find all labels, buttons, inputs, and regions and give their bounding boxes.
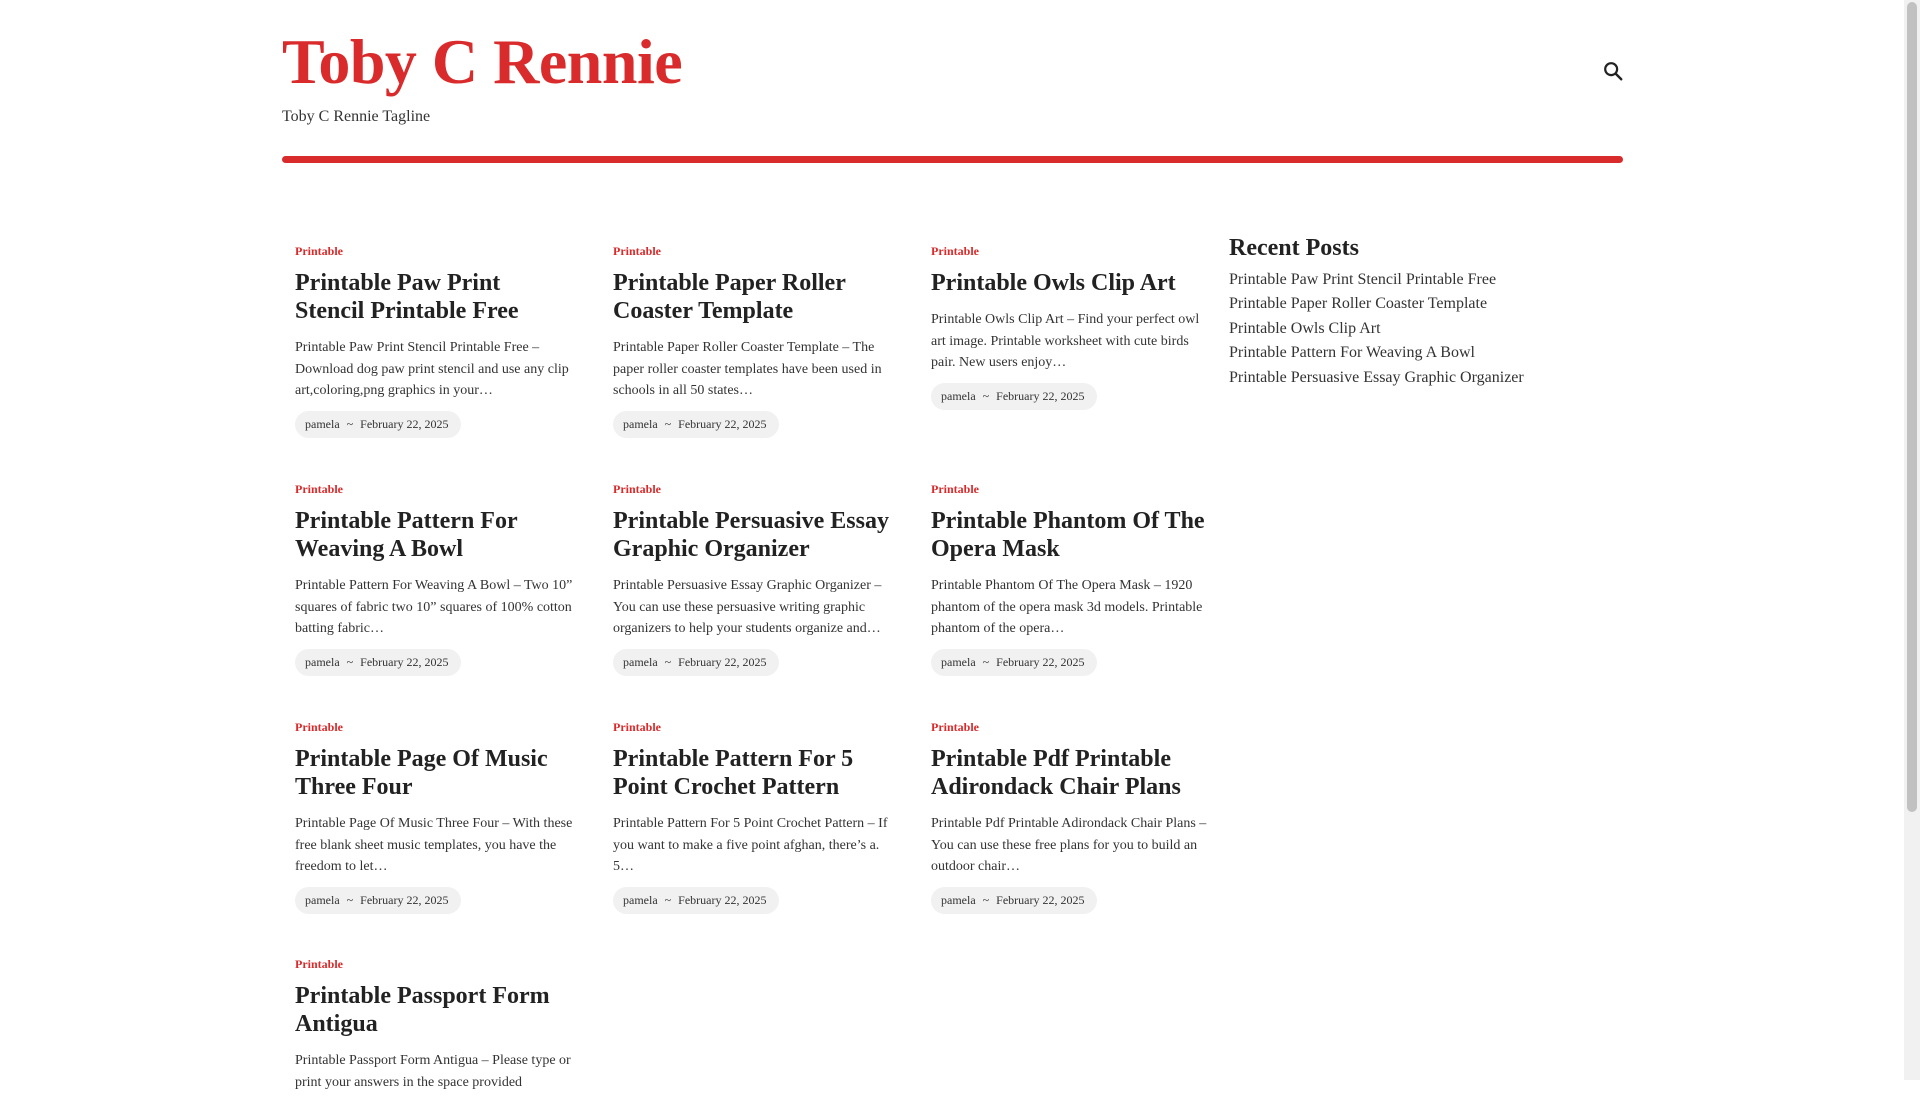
post-card [295,482,575,676]
header-divider [282,156,1623,163]
meta-separator: ~ [664,892,672,907]
recent-posts-widget [1229,234,1569,390]
search-button[interactable] [1602,60,1626,84]
post-author[interactable]: pamela [305,416,340,431]
recent-post-link[interactable]: Printable Paper Roller Coaster Template [1229,295,1488,313]
site-tagline: Toby C Rennie Tagline [282,108,431,125]
post-date: February 22, 2025 [360,654,449,669]
recent-posts-list [1229,268,1569,390]
post-excerpt: Printable Page Of Music Three Four – With these free blank sheet music templates, you have the freedom to let… [295,816,573,874]
post-excerpt: Printable Paper Roller Coaster Template – The paper roller coaster templates have been used in schools in all 50 states… [613,340,882,398]
post-card [295,957,575,1102]
post-card [613,720,893,914]
recent-post-link[interactable]: Printable Paw Print Stencil Printable Free [1229,271,1497,288]
post-card [613,482,893,676]
post-card [613,244,893,438]
meta-separator: ~ [346,416,354,431]
post-meta [613,649,779,676]
meta-separator: ~ [346,892,354,907]
post-author[interactable]: pamela [623,416,658,431]
post-date: February 22, 2025 [996,892,1085,907]
vertical-scrollbar[interactable] [1904,0,1920,1080]
post-author[interactable]: pamela [623,654,658,669]
post-excerpt: Printable Passport Form Antigua – Please type or print your answers in the space provided [295,1053,571,1090]
post-author[interactable]: pamela [623,892,658,907]
post-date: February 22, 2025 [678,416,767,431]
post-author[interactable]: pamela [305,654,340,669]
post-author[interactable]: pamela [305,892,340,907]
meta-separator: ~ [982,892,990,907]
post-category[interactable]: Printable [931,482,979,496]
meta-separator: ~ [664,654,672,669]
post-date: February 22, 2025 [360,892,449,907]
post-meta [295,649,461,676]
post-meta [613,411,779,438]
post-meta [295,411,461,438]
post-date: February 22, 2025 [678,654,767,669]
recent-post-link[interactable]: Printable Owls Clip Art [1229,319,1381,337]
post-category[interactable]: Printable [295,720,343,734]
post-meta [613,887,779,914]
post-category[interactable]: Printable [613,482,661,496]
post-card [295,720,575,914]
post-title[interactable]: Printable Phantom Of The Opera Mask [931,508,1205,562]
post-title[interactable]: Printable Owls Clip Art [931,270,1176,296]
post-category[interactable]: Printable [613,720,661,734]
recent-post-link[interactable]: Printable Persuasive Essay Graphic Organizer [1229,368,1524,386]
post-title[interactable]: Printable Persuasive Essay Graphic Organizer [613,508,889,562]
post-category[interactable]: Printable [295,482,343,496]
post-card [931,482,1211,676]
post-author[interactable]: pamela [941,654,976,669]
recent-post-link[interactable]: Printable Pattern For Weaving A Bowl [1229,344,1475,362]
post-excerpt: Printable Owls Clip Art – Find your perfect owl art image. Printable worksheet with cute birds pair. New users enjoy… [931,312,1200,370]
recent-posts-heading: Recent Posts [1229,235,1359,261]
meta-separator: ~ [982,388,990,403]
post-card [931,720,1211,914]
post-date: February 22, 2025 [678,892,767,907]
post-author[interactable]: pamela [941,388,976,403]
post-excerpt: Printable Phantom Of The Opera Mask – 1920 phantom of the opera mask 3d models. Printable phantom of the opera… [931,578,1203,636]
scrollbar-thumb[interactable] [1907,2,1917,812]
meta-separator: ~ [664,416,672,431]
post-title[interactable]: Printable Pdf Printable Adirondack Chair Plans [931,746,1181,800]
post-card [931,244,1211,410]
meta-separator: ~ [982,654,990,669]
post-category[interactable]: Printable [613,244,661,258]
post-date: February 22, 2025 [996,388,1085,403]
post-category[interactable]: Printable [931,244,979,258]
post-author[interactable]: pamela [941,892,976,907]
post-title[interactable]: Printable Page Of Music Three Four [295,746,548,800]
post-category[interactable]: Printable [931,720,979,734]
post-excerpt: Printable Paw Print Stencil Printable Free – Download dog paw print stencil and use any clip art,coloring,png graphics in your… [295,340,569,398]
post-title[interactable]: Printable Passport Form Antigua [295,983,550,1037]
post-title[interactable]: Printable Paw Print Stencil Printable Free [295,270,519,324]
post-meta [931,383,1097,410]
site-title[interactable]: Toby C Rennie [282,26,683,97]
post-title[interactable]: Printable Pattern For 5 Point Crochet Pattern [613,746,854,800]
post-date: February 22, 2025 [996,654,1085,669]
search-icon [1602,60,1624,82]
post-category[interactable]: Printable [295,957,343,971]
post-meta [931,649,1097,676]
post-category[interactable]: Printable [295,244,343,258]
meta-separator: ~ [346,654,354,669]
post-excerpt: Printable Persuasive Essay Graphic Organizer – You can use these persuasive writing graphic organizers to help your students organize and… [613,578,882,636]
post-title[interactable]: Printable Pattern For Weaving A Bowl [295,508,518,562]
post-excerpt: Printable Pattern For Weaving A Bowl – Two 10” squares of fabric two 10” squares of 100% cotton batting fabric… [295,578,573,636]
post-meta [295,887,461,914]
post-excerpt: Printable Pattern For 5 Point Crochet Pattern – If you want to make a five point afghan, there’s a. 5… [613,816,888,874]
post-title[interactable]: Printable Paper Roller Coaster Template [613,270,846,324]
post-meta [931,887,1097,914]
post-date: February 22, 2025 [360,416,449,431]
post-card [295,244,575,438]
post-excerpt: Printable Pdf Printable Adirondack Chair Plans – You can use these free plans for you to build an outdoor chair… [931,816,1207,874]
